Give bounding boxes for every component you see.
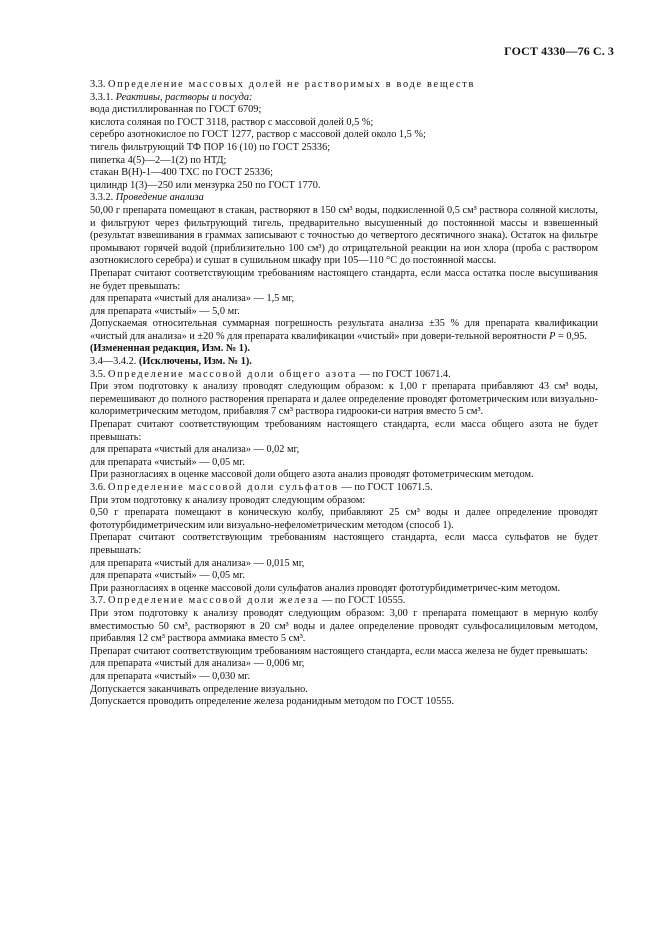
- section-3-7-heading: 3.7. Определение массовой доли железа — по ГОСТ 10555.: [90, 595, 406, 607]
- limit-line: для препарата «чистый для анализа» — 0,02 мг,: [90, 444, 300, 456]
- paragraph: Препарат считают соответствующим требованиям настоящего стандарта, если масса железа не будет превышать:: [90, 645, 588, 657]
- limit-line: для препарата «чистый» — 0,05 мг.: [90, 570, 245, 582]
- paragraph: При разногласиях в оценке массовой доли сульфатов анализ проводят фототурбидиметричес-ким методом.: [90, 582, 561, 594]
- paragraph: При этом подготовку к анализу проводят следующим образом: к 1,00 г препарата прибавляют 43 см³ воды, перемешивают до полного растворения препарата и далее определение проводят фотометрическим или визуально-колориметрическим методом, прибавляя 7 см³ раствора гидрооки-си натрия вместо 5 см³.: [90, 381, 598, 418]
- limit-line: для препарата «чистый» — 5,0 мг.: [90, 305, 240, 317]
- paragraph: Препарат считают соответствующим требованиям настоящего стандарта, если масса сульфатов не будет превышать:: [90, 532, 598, 556]
- paragraph: 0,50 г препарата помещают в коническую колбу, прибавляют 25 см³ воды и далее определение проводят фототурбидиметрическим или визуально-нефелометрическим методом (способ 1).: [90, 507, 598, 531]
- section-3-5-heading: 3.5. Определение массовой доли общего азота — по ГОСТ 10671.4.: [90, 368, 451, 380]
- limit-line: для препарата «чистый» — 0,05 мг.: [90, 456, 245, 468]
- list-item: стакан В(Н)-1—400 ТХС по ГОСТ 25336;: [90, 167, 273, 179]
- error-paragraph: Допускаемая относительная суммарная погрешность результата анализа ±35 % для препарата квалификации «чистый для анализа» и ±20 % для препарата квалификации «чистый» при довери-тельной вероятности Р = 0,95.: [90, 318, 598, 342]
- paragraph: Допускается заканчивать определение визуально.: [90, 683, 308, 695]
- limit-line: для препарата «чистый» — 0,030 мг.: [90, 670, 251, 682]
- limit-line: для препарата «чистый для анализа» — 0,006 мг,: [90, 658, 305, 670]
- page-header: ГОСТ 4330—76 С. 3: [504, 44, 614, 58]
- list-item: серебро азотнокислое по ГОСТ 1277, раствор с массовой долей около 1,5 %;: [90, 129, 426, 141]
- analysis-paragraph: 50,00 г препарата помещают в стакан, растворяют в 150 см³ воды, подкисленной 0,5 см³ раствора соляной кислоты, и фильтруют через фильтрующий тигель, предварительно высушенный до постоянной массы и взвешенный (результат взвешивания в граммах записывают с точностью до четвертого десятичного знака). Остаток на фильтре промывают горячей водой (приблизительно 100 см³) до отрицательной реакции на ион хлора (проба с раствором азотнокислого серебра) и сушат в сушильном шкафу при 105—110 °С до постоянной массы.: [90, 204, 598, 267]
- section-3-3-1-title: 3.3.1. Реактивы, растворы и посуда:: [90, 91, 253, 103]
- paragraph: При этом подготовку к анализу проводят следующим образом: 3,00 г препарата помещают в мерную колбу вместимостью 50 см³, растворяют в 20 см³ воды и далее определение проводят сульфосалициловым методом, прибавляя 12 см³ раствора аммиака вместо 5 см³.: [90, 607, 598, 645]
- list-item: кислота соляная по ГОСТ 3118, раствор с массовой долей 0,5 %;: [90, 116, 374, 128]
- paragraph: При этом подготовку к анализу проводят следующим образом:: [90, 494, 366, 506]
- requirement-paragraph: Препарат считают соответствующим требованиям настоящего стандарта, если масса остатка после высушивания не будет превышать:: [90, 267, 598, 292]
- list-item: вода дистиллированная по ГОСТ 6709;: [90, 104, 262, 116]
- excluded-note: 3.4—3.4.2. (Исключены, Изм. № 1).: [90, 356, 252, 368]
- section-3-3-heading: 3.3. Определение массовых долей не растворимых в воде веществ: [90, 79, 476, 90]
- list-item: цилиндр 1(3)—250 или мензурка 250 по ГОСТ 1770.: [90, 179, 321, 191]
- edit-note: (Измененная редакция, Изм. № 1).: [90, 343, 250, 355]
- paragraph: Препарат считают соответствующим требованиям настоящего стандарта, если масса общего азота не будет превышать:: [90, 419, 598, 443]
- document-body: [90, 79, 598, 709]
- limit-line: для препарата «чистый для анализа» — 0,015 мг,: [90, 557, 305, 569]
- list-item: тигель фильтрующий ТФ ПОР 16 (10) по ГОСТ 25336;: [90, 141, 331, 153]
- section-3-6-heading: 3.6. Определение массовой доли сульфатов — по ГОСТ 10671.5.: [90, 482, 433, 493]
- list-item: пипетка 4(5)—2—1(2) по НТД;: [90, 154, 227, 166]
- paragraph: При разногласиях в оценке массовой доли общего азота анализ проводят фотометрическим методом.: [90, 469, 534, 481]
- section-3-3-2-title: 3.3.2. Проведение анализа: [90, 192, 204, 204]
- limit-line: для препарата «чистый для анализа» — 1,5 мг,: [90, 293, 295, 305]
- paragraph: Допускается проводить определение железа роданидным методом по ГОСТ 10555.: [90, 696, 455, 708]
